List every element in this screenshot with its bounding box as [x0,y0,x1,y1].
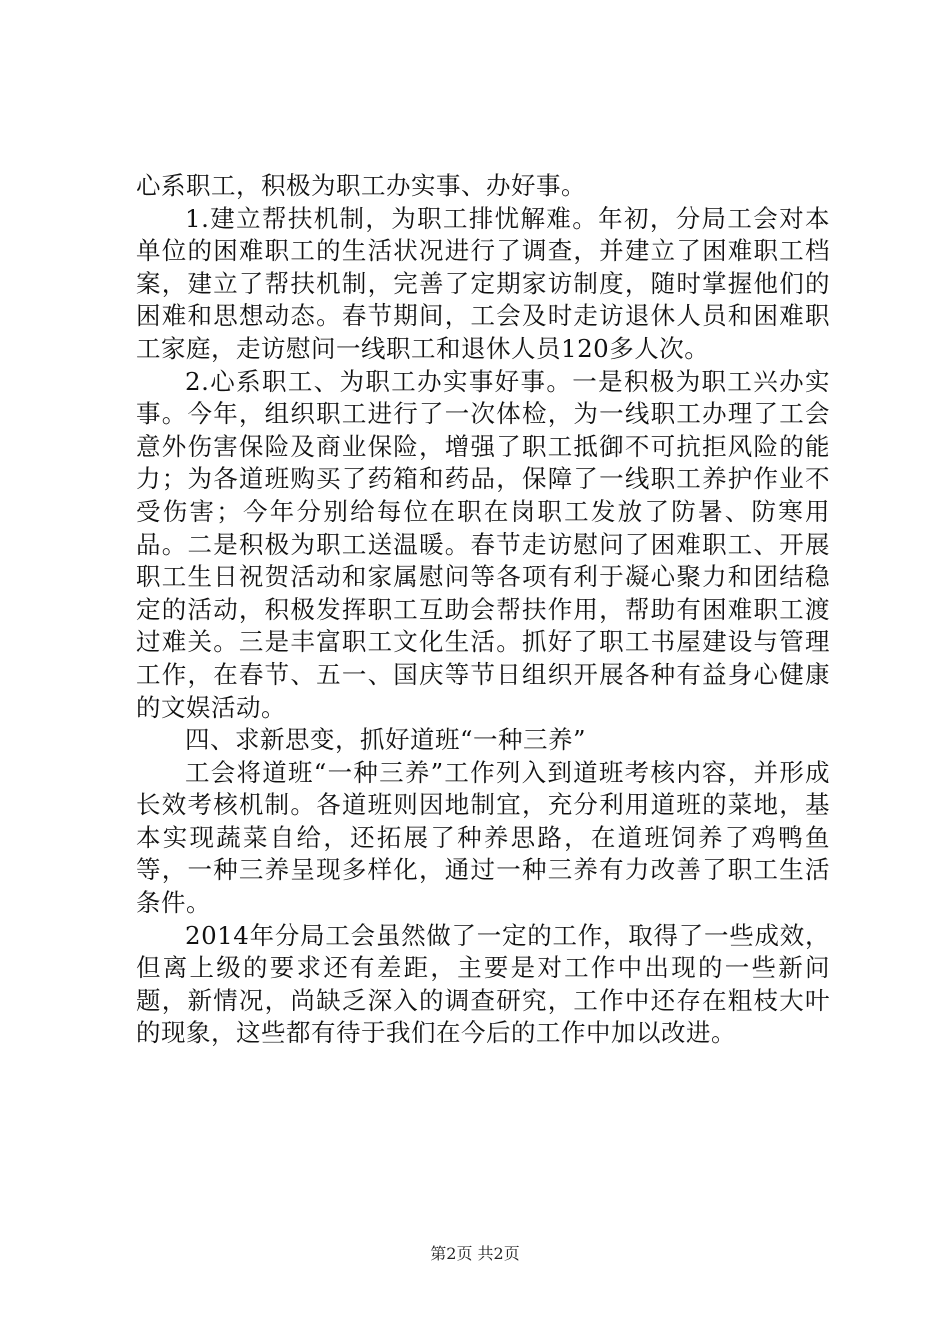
page-number-label: 第2页 共2页 [430,1244,520,1263]
document-body [136,170,830,1050]
paragraph-one-plant-three-raise: 工会将道班“一种三养”工作列入到道班考核内容，并形成长效考核机制。各道班则因地制宜，充分利用道班的菜地，基本实现蔬菜自给，还拓展了种养思路，在道班饲养了鸡鸭鱼等，一种三养呈现多样化，通过一种三养有力改善了职工生活条件。 [136,757,830,918]
paragraph-caring-for-staff: 2.心系职工、为职工办实事好事。一是积极为职工兴办实事。今年，组织职工进行了一次体检，为一线职工办理了工会意外伤害保险及商业保险，增强了职工抵御不可抗拒风险的能力；为各道班购买了药箱和药品，保障了一线职工养护作业不受伤害；今年分别给每位在职在岗职工发放了防暑、防寒用品。二是积极为职工送温暖。春节走访慰问了困难职工、开展职工生日祝贺活动和家属慰问等各项有利于凝心聚力和团结稳定的活动，积极发挥职工互助会帮扶作用，帮助有困难职工渡过难关。三是丰富职工文化生活。抓好了职工书屋建设与管理工作，在春节、五一、国庆等节日组织开展各种有益身心健康的文娱活动。 [136,366,830,722]
paragraph-summary-2014: 2014年分局工会虽然做了一定的工作，取得了一些成效，但离上级的要求还有差距，主要是对工作中出现的一些新问题，新情况，尚缺乏深入的调查研究，工作中还存在粗枝大叶的现象，这些都有待于我们在今后的工作中加以改进。 [136,920,830,1048]
paragraph-continuation: 心系职工，积极为职工办实事、办好事。 [136,171,586,200]
page-footer [0,1243,950,1265]
paragraph-assistance-mechanism: 1.建立帮扶机制，为职工排忧解难。年初，分局工会对本单位的困难职工的生活状况进行了调查，并建立了困难职工档案，建立了帮扶机制，完善了定期家访制度，随时掌握他们的困难和思想动态。春节期间，工会及时走访退休人员和困难职工家庭，走访慰问一线职工和退休人员120多人次。 [136,203,830,363]
section-heading-four: 四、求新思变，抓好道班“一种三养” [185,725,587,755]
